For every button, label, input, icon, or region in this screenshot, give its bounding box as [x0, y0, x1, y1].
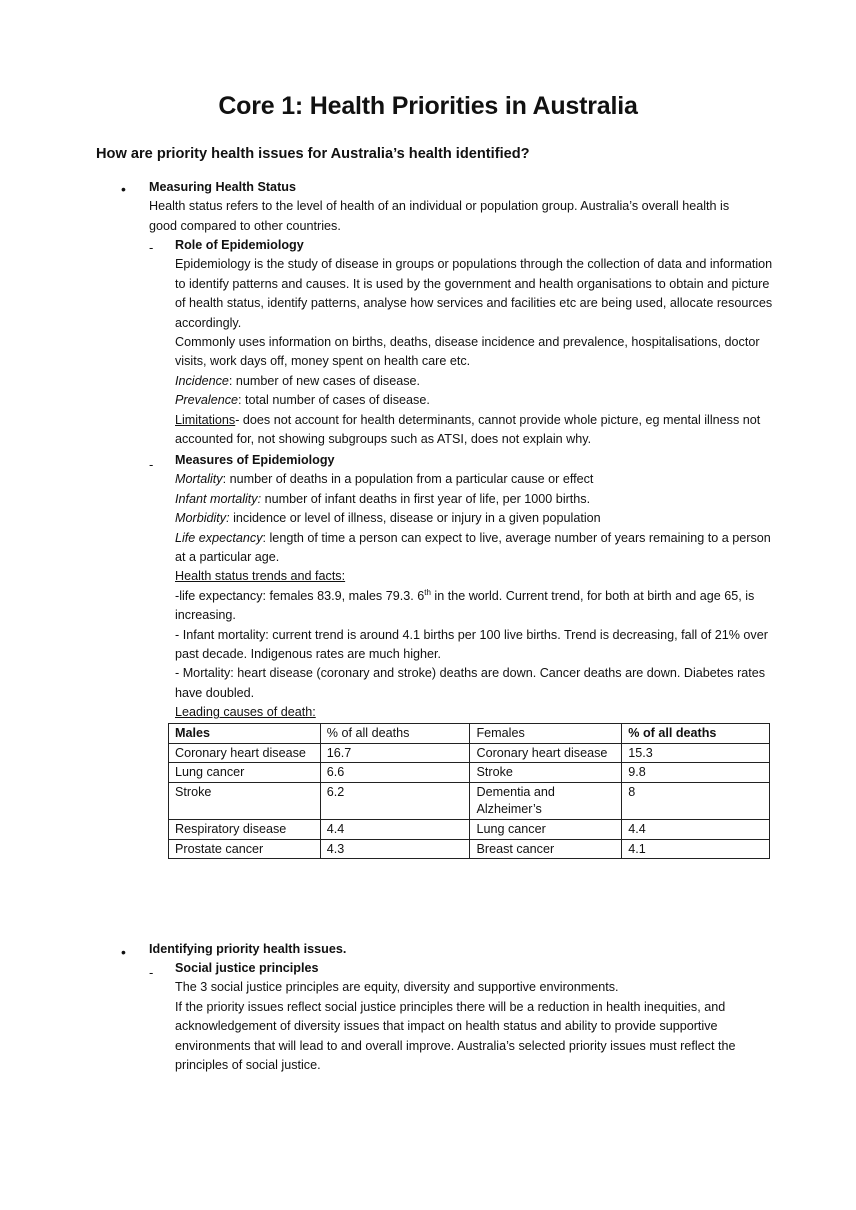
table-cell: 4.4: [320, 819, 470, 839]
role-epidemiology-section: [175, 236, 773, 449]
social-justice-heading: Social justice principles: [175, 961, 319, 975]
table-row: [169, 839, 770, 859]
table-row: [169, 763, 770, 783]
morbidity-definition: [175, 509, 773, 528]
incidence-text: : number of new cases of disease.: [228, 373, 421, 388]
mortality-text: : number of deaths in a population from a particular cause or effect: [222, 472, 594, 487]
table-cell: Respiratory disease: [169, 819, 321, 839]
trend-life-expectancy-text: -life expectancy: females 83.9, males 79.3. 6: [175, 588, 425, 603]
ordinal-suffix: th: [424, 587, 431, 597]
table-cell: Stroke: [470, 763, 622, 783]
measuring-health-heading: Measuring Health Status: [149, 180, 296, 194]
limitations-term: Limitations: [175, 412, 236, 427]
social-justice-section: [175, 959, 771, 1075]
role-epidemiology-heading: Role of Epidemiology: [175, 238, 304, 252]
table-cell: Lung cancer: [169, 763, 321, 783]
table-cell: 4.1: [622, 839, 770, 859]
table-cell: Breast cancer: [470, 839, 622, 859]
table-cell: 16.7: [320, 743, 470, 763]
table-cell: Prostate cancer: [169, 839, 321, 859]
table-header: Females: [470, 724, 622, 744]
table-cell: 6.6: [320, 763, 470, 783]
identifying-priority-section: [149, 940, 759, 959]
measuring-health-section: [149, 178, 749, 236]
infant-mortality-text: number of infant deaths in first year of life, per 1000 births.: [261, 491, 591, 506]
section-question: How are priority health issues for Australia’s health identified?: [96, 146, 530, 162]
leading-causes-heading: Leading causes of death:: [175, 705, 316, 720]
life-expectancy-text: : length of time a person can expect to live, average number of years remaining to a person at a particular age.: [175, 530, 771, 565]
table-cell: Coronary heart disease: [470, 743, 622, 763]
table-row: [169, 743, 770, 763]
bullet-marker: •: [121, 181, 126, 197]
table-cell: Dementia and Alzheimer’s: [470, 782, 622, 819]
table-header: % of all deaths: [622, 724, 770, 744]
table-cell: 4.3: [320, 839, 470, 859]
morbidity-term: Morbidity:: [175, 511, 230, 526]
prevalence-term: Prevalence: [175, 393, 239, 408]
dash-marker: -: [149, 240, 154, 255]
prevalence-text: : total number of cases of disease.: [238, 393, 430, 408]
mortality-definition: [175, 470, 773, 489]
table-row: [169, 819, 770, 839]
table-header: Males: [169, 724, 321, 744]
table-cell: 6.2: [320, 782, 470, 819]
table-cell: 9.8: [622, 763, 770, 783]
dash-marker: -: [149, 457, 154, 472]
social-justice-principles-text: The 3 social justice principles are equity, diversity and supportive environments.: [175, 980, 619, 995]
identifying-priority-heading: Identifying priority health issues.: [149, 942, 347, 956]
trend-infant-mortality: - Infant mortality: current trend is around 4.1 births per 100 live births. Trend is decreasing, fall of 21% over past decade. Indigenous rates are much higher.: [175, 627, 768, 662]
table-header: % of all deaths: [320, 724, 470, 744]
role-epidemiology-data-sources: Commonly uses information on births, deaths, disease incidence and prevalence, hospitalisations, doctor visits, work days off, money spent on health care etc.: [175, 335, 760, 369]
table-cell: 4.4: [622, 819, 770, 839]
table-cell: Stroke: [169, 782, 321, 819]
table-cell: 8: [622, 782, 770, 819]
measures-epidemiology-section: [175, 451, 773, 723]
trend-life-expectancy: [175, 587, 773, 626]
limitations-text: - does not account for health determinants, cannot provide whole picture, eg mental illness not accounted for, not showing subgroups such as ATSI, does not explain why.: [175, 412, 761, 447]
measuring-health-intro: Health status refers to the level of health of an individual or population group. Australia’s overall health is good compared to other countries.: [149, 199, 730, 233]
table-cell: Coronary heart disease: [169, 743, 321, 763]
bullet-marker: •: [121, 944, 126, 960]
life-expectancy-definition: [175, 529, 773, 568]
life-expectancy-term: Life expectancy: [175, 530, 263, 545]
document-title: Core 1: Health Priorities in Australia: [218, 92, 638, 120]
role-epidemiology-paragraph: Epidemiology is the study of disease in groups or populations through the collection of data and information to identify patterns and causes. It is used by the government and health organisations to obtain and picture of health status, identify patterns, analyse how services and facilities etc are being used, allocate resources accordingly.: [175, 257, 773, 330]
incidence-term: Incidence: [175, 373, 229, 388]
infant-mortality-definition: [175, 490, 773, 509]
trends-heading: Health status trends and facts:: [175, 569, 346, 584]
prevalence-definition: [175, 391, 773, 410]
social-justice-paragraph: If the priority issues reflect social justice principles there will be a reduction in health inequities, and acknowledgement of diversity issues that impact on health status and ability to provide supportive environments that will lead to and overall improve. Australia’s selected priority issues must reflect the principles of social justice.: [175, 999, 736, 1073]
limitations-definition: [175, 411, 773, 450]
measures-epidemiology-heading: Measures of Epidemiology: [175, 453, 335, 467]
dash-marker: -: [149, 965, 154, 980]
trend-mortality: - Mortality: heart disease (coronary and stroke) deaths are down. Cancer deaths are down. Diabetes rates have doubled.: [175, 666, 766, 700]
table-header-row: [169, 724, 770, 744]
table-row: [169, 782, 770, 819]
morbidity-text: incidence or level of illness, disease or injury in a given population: [229, 511, 601, 526]
mortality-term: Mortality: [175, 472, 223, 487]
leading-causes-table: [168, 723, 770, 859]
trend-life-expectancy-text-rest: in the world. Current trend, for both at birth and age 65, is increasing.: [175, 588, 755, 623]
table-cell: Lung cancer: [470, 819, 622, 839]
table-cell: 15.3: [622, 743, 770, 763]
incidence-definition: [175, 372, 773, 391]
infant-mortality-term: Infant mortality:: [175, 491, 262, 506]
